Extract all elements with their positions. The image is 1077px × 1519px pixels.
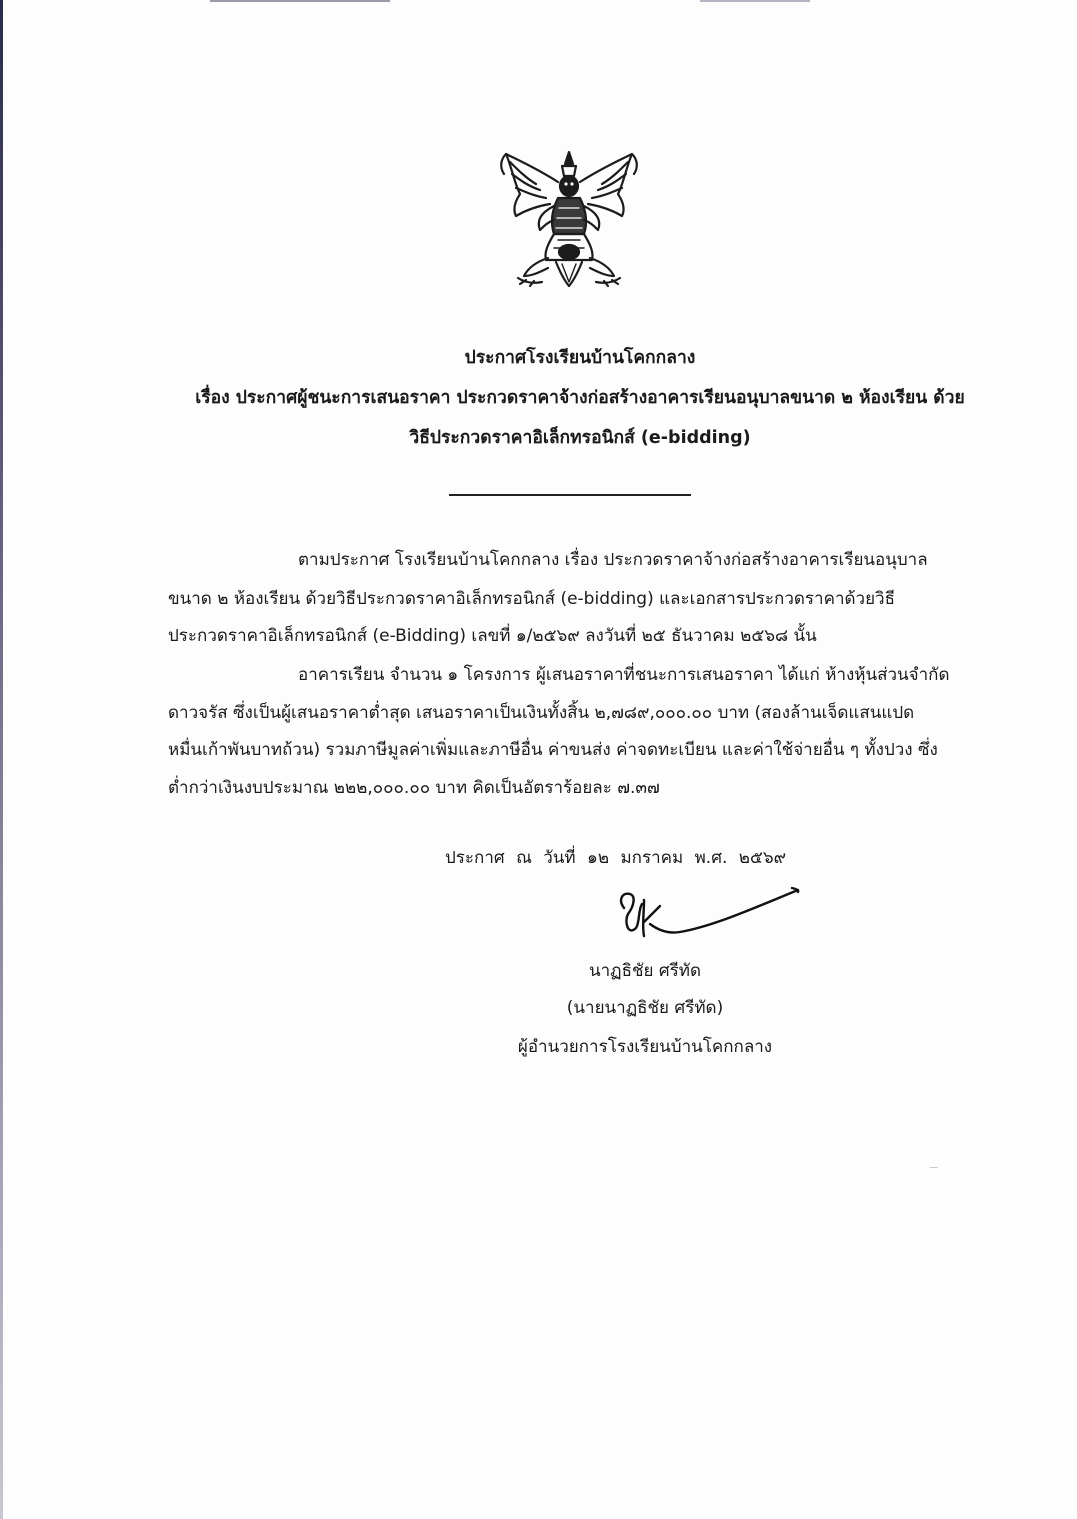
signatory-name: นาฏธิชัย ศรีทัด [588,961,702,981]
announcement-date: ประกาศ ณ วันที่ ๑๒ มกราคม พ.ศ. ๒๕๖๙ [445,848,787,868]
body-line: ตามประกาศ โรงเรียนบ้านโคกกลาง เรื่อง ประกวดราคาจ้างก่อสร้างอาคารเรียนอนุบาล [298,550,928,570]
document-subject: เรื่อง ประกาศผู้ชนะการเสนอราคา ประกวดราคาจ้างก่อสร้างอาคารเรียนอนุบาลขนาด ๒ ห้องเรียน ด้วย [195,388,965,408]
body-line: หมื่นเก้าพันบาทถ้วน) รวมภาษีมูลค่าเพิ่มและภาษีอื่น ค่าขนส่ง ค่าจดทะเบียน และค่าใช้จ่ายอื่น ๆ ทั้งปวง ซึ่ง [168,740,938,760]
scan-speck [930,1167,938,1168]
body-line: ดาวจรัส ซึ่งเป็นผู้เสนอราคาต่ำสุด เสนอราคาเป็นเงินทั้งสิ้น ๒,๗๘๙,๐๐๐.๐๐ บาท (สองล้านเจ็ดแสนแปด [168,703,915,723]
garuda-emblem-icon [496,148,642,290]
signatory-full-name: (นายนาฏธิชัย ศรีทัด) [566,998,724,1018]
body-line: ประกวดราคาอิเล็กทรอนิกส์ (e-Bidding) เลขที่ ๑/๒๕๖๙ ลงวันที่ ๒๕ ธันวาคม ๒๕๖๘ นั้น [168,626,817,646]
handwritten-signature [614,880,804,950]
scan-edge [700,0,810,2]
scan-edge [0,0,3,1519]
body-line: อาคารเรียน จำนวน ๑ โครงการ ผู้เสนอราคาที่ชนะการเสนอราคา ได้แก่ ห้างหุ้นส่วนจำกัด [298,665,950,685]
scan-edge [210,0,390,2]
title-divider [449,494,691,496]
document-subject-continued: วิธีประกวดราคาอิเล็กทรอนิกส์ (e-bidding) [409,428,751,448]
document-title: ประกาศโรงเรียนบ้านโคกกลาง [464,348,696,368]
body-line: ขนาด ๒ ห้องเรียน ด้วยวิธีประกวดราคาอิเล็กทรอนิกส์ (e-bidding) และเอกสารประกวดราคาด้วยวิธี [168,589,895,609]
body-line: ต่ำกว่าเงินงบประมาณ ๒๒๒,๐๐๐.๐๐ บาท คิดเป็นอัตราร้อยละ ๗.๓๗ [168,778,660,798]
signatory-position: ผู้อำนวยการโรงเรียนบ้านโคกกลาง [517,1037,773,1057]
announcement-header [100,338,1060,458]
